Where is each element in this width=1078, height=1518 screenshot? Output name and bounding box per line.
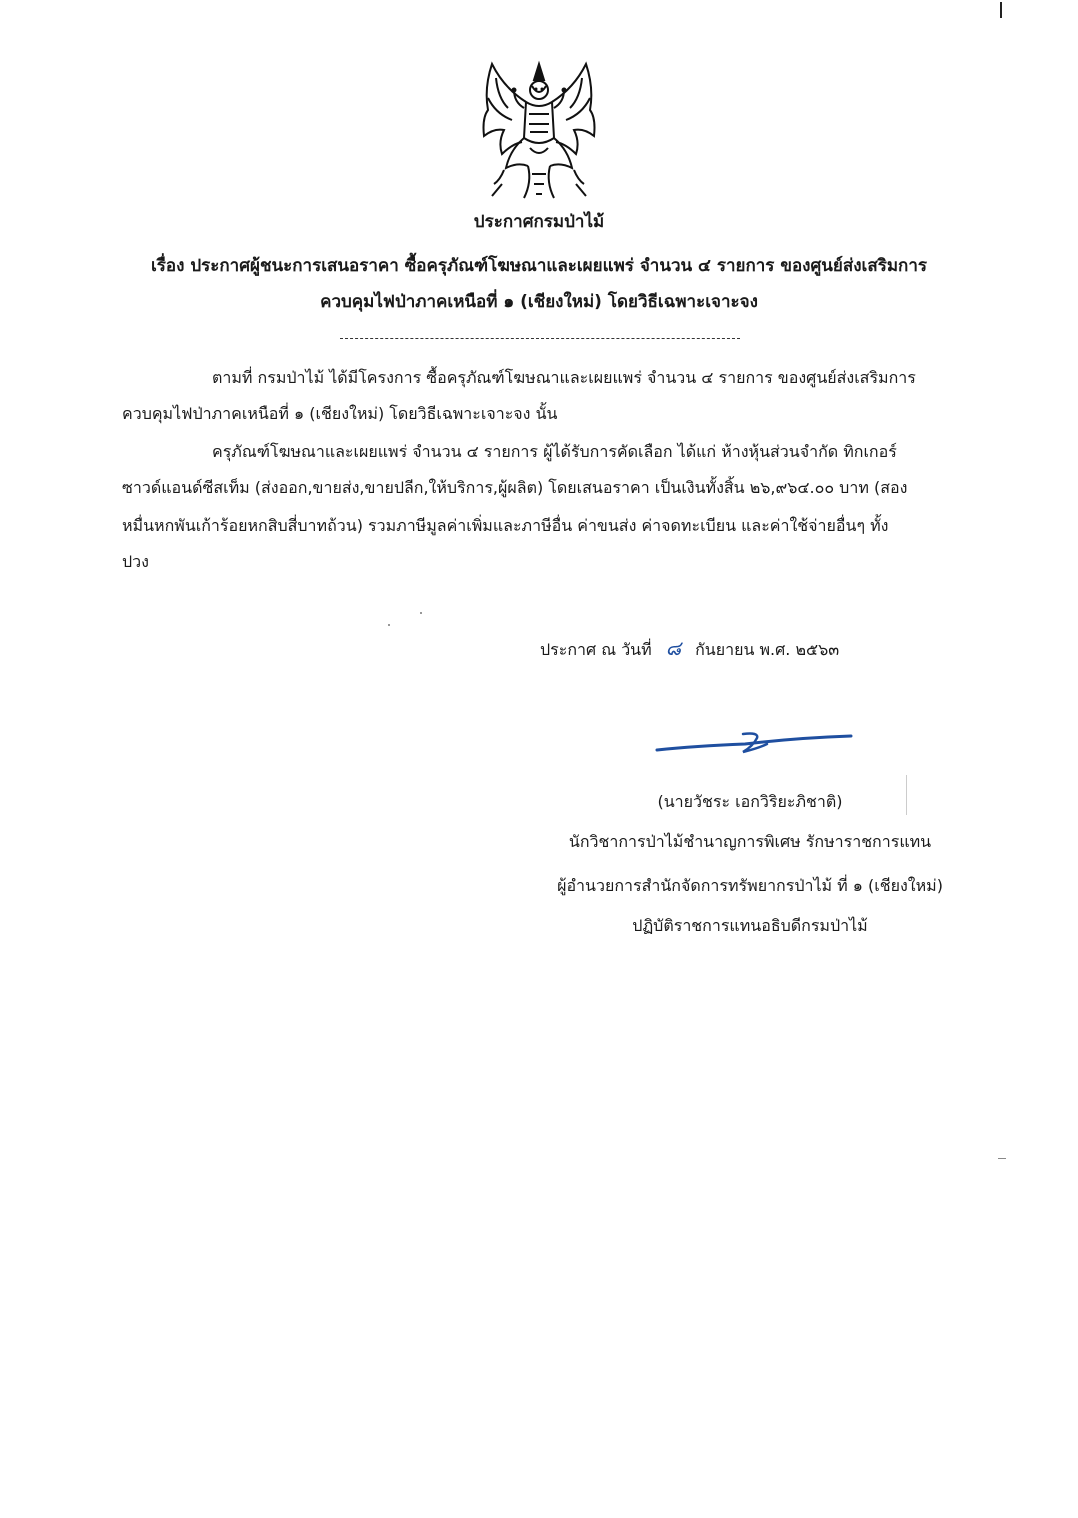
date-suffix: กันยายน พ.ศ. ๒๕๖๓ [695,640,840,659]
handwritten-signature [655,722,855,762]
scan-speck [388,624,390,626]
paragraph-2-line-1: ครุภัณฑ์โฆษณาและเผยแพร่ จำนวน ๔ รายการ ผู้ได้รับการคัดเลือก ได้แก่ ห้างหุ้นส่วนจำกัด ทิกเกอร์ [212,442,897,461]
signatory-position-1: นักวิชาการป่าไม้ชำนาญการพิเศษ รักษาราชการแทน [568,832,932,851]
scan-edge-mark [998,1158,1006,1159]
page-corner-mark [1000,2,1002,18]
date-day-handwritten: ๘ [665,636,682,660]
garuda-emblem-icon [474,58,604,206]
paragraph-2-line-4: ปวง [122,552,149,571]
date-prefix: ประกาศ ณ วันที่ [540,640,652,659]
scan-speck [420,612,422,614]
subject-line-1: เรื่อง ประกาศผู้ชนะการเสนอราคา ซื้อครุภัณฑ์โฆษณาและเผยแพร่ จำนวน ๔ รายการ ของศูนย์ส่งเสริมการ [150,256,928,276]
signatory-position-3: ปฏิบัติราชการแทนอธิบดีกรมป่าไม้ [632,916,868,935]
paragraph-1-line-2: ควบคุมไฟป่าภาคเหนือที่ ๑ (เชียงใหม่) โดยวิธีเฉพาะเจาะจง นั้น [122,404,558,423]
paragraph-1-line-1: ตามที่ กรมป่าไม้ ได้มีโครงการ ซื้อครุภัณฑ์โฆษณาและเผยแพร่ จำนวน ๔ รายการ ของศูนย์ส่งเสริมการ [212,368,916,387]
signatory-position-2: ผู้อำนวยการสำนักจัดการทรัพยากรป่าไม้ ที่ ๑ (เชียงใหม่) [557,876,943,895]
paragraph-2-line-3: หมื่นหกพันเก้าร้อยหกสิบสี่บาทถ้วน) รวมภาษีมูลค่าเพิ่มและภาษีอื่น ค่าขนส่ง ค่าจดทะเบียน และค่าใช้จ่ายอื่นๆ ทั้ง [122,516,889,535]
paragraph-2-line-2: ซาวด์แอนด์ซีสเท็ม (ส่งออก,ขายส่ง,ขายปลีก,ให้บริการ,ผู้ผลิต) โดยเสนอราคา เป็นเงินทั้งสิ้น ๒๖,๙๖๔.๐๐ บาท (สอง [122,478,908,497]
dashed-divider [340,338,740,339]
announcement-date [540,632,839,664]
signatory-name: (นายวัชระ เอกวิริยะภิชาติ) [657,792,843,811]
agency-title: ประกาศกรมป่าไม้ [473,212,605,232]
subject-line-2: ควบคุมไฟป่าภาคเหนือที่ ๑ (เชียงใหม่) โดยวิธีเฉพาะเจาะจง [320,292,758,312]
